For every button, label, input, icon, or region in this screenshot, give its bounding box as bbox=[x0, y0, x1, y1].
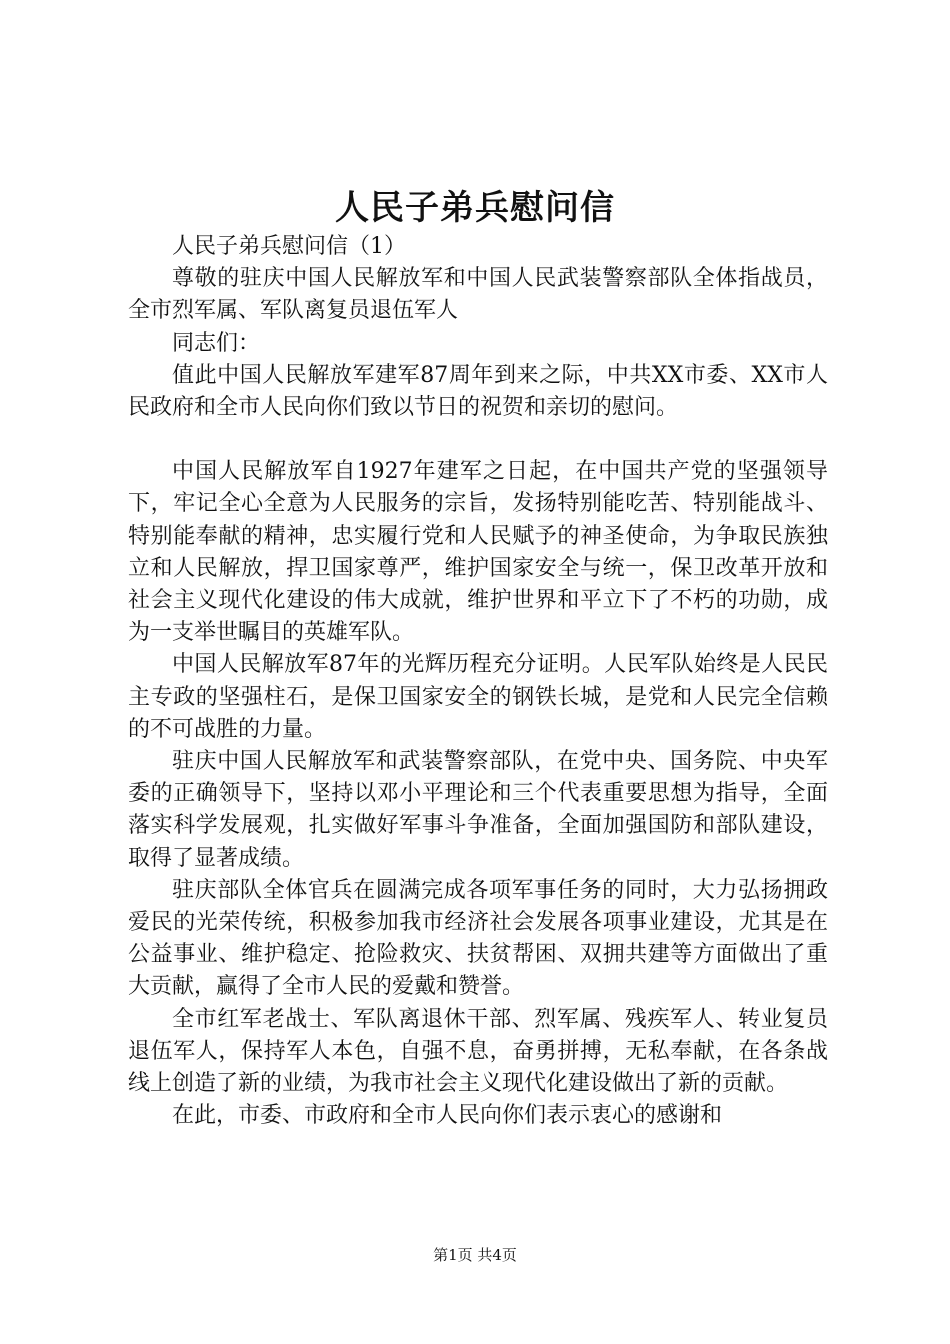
paragraph-4: 驻庆中国人民解放军和武装警察部队，在党中央、国务院、中央军委的正确领导下，坚持以邓小平理论和三个代表重要思想为指导，全面落实科学发展观，扎实做好军事斗争准备，全面加强国防和部队建设，取得了显著成绩。 bbox=[128, 749, 828, 871]
paragraph-1: 值此中国人民解放军建军87周年到来之际，中共XX市委、XX市人民政府和全市人民向你们致以节日的祝贺和亲切的慰问。 bbox=[128, 362, 828, 421]
subtitle: 人民子弟兵慰问信（1） bbox=[172, 234, 406, 259]
page-footer: 第1页 共4页 bbox=[433, 1246, 517, 1264]
paragraph-2: 中国人民解放军自1927年建军之日起，在中国共产党的坚强领导下，牢记全心全意为人民服务的宗旨，发扬特别能吃苦、特别能战斗、特别能奉献的精神，忠实履行党和人民赋予的神圣使命，为争取民族独立和人民解放，捍卫国家尊严，维护国家安全与统一，保卫改革开放和社会主义现代化建设的伟大成就，维护世界和平立下了不朽的功勋，成为一支举世瞩目的英雄军队。 bbox=[128, 459, 828, 646]
paragraph-spacer bbox=[128, 424, 828, 456]
greeting: 同志们： bbox=[172, 330, 261, 356]
paragraph-5: 驻庆部队全体官兵在圆满完成各项军事任务的同时，大力弘扬拥政爱民的光荣传统，积极参加我市经济社会发展各项事业建设，尤其是在公益事业、维护稳定、抢险救灾、扶贫帮困、双拥共建等方面做出了重大贡献，赢得了全市人民的爱戴和赞誉。 bbox=[128, 877, 828, 1000]
paragraph-3: 中国人民解放军87年的光辉历程充分证明。人民军队始终是人民民主专政的坚强柱石，是保卫国家安全的钢铁长城，是党和人民完全信赖的不可战胜的力量。 bbox=[128, 652, 828, 742]
document-body bbox=[128, 231, 828, 1132]
salutation: 尊敬的驻庆中国人民解放军和中国人民武装警察部队全体指战员，全市烈军属、军队离复员退伍军人 bbox=[128, 266, 828, 324]
paragraph-7: 在此，市委、市政府和全市人民向你们表示衷心的感谢和 bbox=[172, 1103, 723, 1129]
document-title: 人民子弟兵慰问信 bbox=[335, 188, 615, 228]
paragraph-6: 全市红军老战士、军队离退休干部、烈军属、残疾军人、转业复员退伍军人，保持军人本色，自强不息，奋勇拼搏，无私奉献，在各条战线上创造了新的业绩，为我市社会主义现代化建设做出了新的贡献。 bbox=[128, 1006, 828, 1097]
